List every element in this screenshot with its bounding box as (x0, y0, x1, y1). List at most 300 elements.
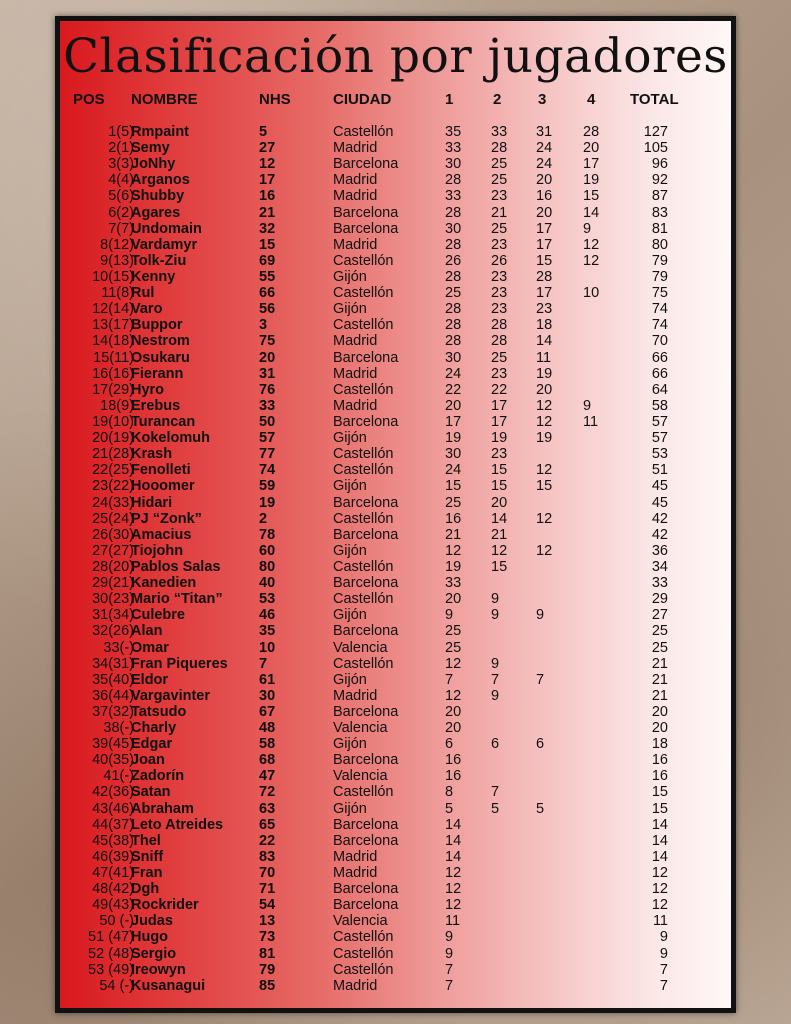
row-total: 79 (651, 252, 668, 269)
row-position: 35(40) (92, 671, 134, 688)
row-nhs: 76 (259, 381, 276, 398)
row-round-1: 16 (445, 768, 462, 785)
row-round-3: 11 (536, 349, 552, 366)
table-row (60, 527, 731, 543)
row-total: 83 (651, 204, 668, 221)
row-city: Gijón (333, 736, 367, 753)
row-total: 15 (651, 800, 668, 817)
row-round-1: 30 (445, 349, 462, 366)
row-round-3: 7 (536, 671, 545, 688)
row-round-1: 20 (445, 591, 462, 608)
page-title: Clasificación por jugadores (63, 29, 728, 84)
table-row (60, 881, 731, 897)
table-row (60, 366, 731, 382)
row-round-2: 9 (491, 607, 500, 624)
table-row (60, 205, 731, 221)
row-city: Barcelona (333, 623, 399, 640)
row-round-2: 26 (491, 252, 508, 269)
row-total: 25 (651, 639, 668, 656)
table-row (60, 301, 731, 317)
row-position: 54 (-) (99, 977, 134, 994)
row-city: Castellón (333, 462, 394, 479)
row-round-3: 19 (536, 430, 553, 447)
row-round-1: 12 (445, 655, 462, 672)
row-total: 92 (651, 172, 668, 189)
table-row (60, 140, 731, 156)
row-city: Castellón (333, 929, 394, 946)
row-nhs: 31 (259, 365, 276, 382)
row-position: 47(41) (92, 865, 134, 882)
table-row (60, 156, 731, 172)
row-city: Gijón (333, 542, 367, 559)
row-round-2: 22 (491, 381, 508, 398)
row-nhs: 22 (259, 832, 276, 849)
row-total: 79 (651, 268, 668, 285)
row-city: Madrid (333, 188, 378, 205)
row-position: 25(24) (92, 510, 134, 527)
row-player-name: Abraham (131, 800, 194, 817)
row-position: 13(17) (92, 317, 134, 334)
row-round-1: 14 (445, 848, 462, 865)
row-position: 1(5) (108, 124, 134, 140)
table-row (60, 833, 731, 849)
row-player-name: Judas (131, 913, 173, 930)
row-nhs: 47 (259, 768, 276, 785)
row-city: Barcelona (333, 575, 399, 592)
table-row (60, 865, 731, 881)
row-round-2: 25 (491, 156, 508, 173)
row-player-name: Zadorín (131, 768, 185, 785)
row-round-1: 28 (445, 236, 462, 253)
row-player-name: Vargavinter (131, 687, 210, 704)
row-total: 80 (651, 236, 668, 253)
row-total: 81 (651, 220, 668, 237)
row-nhs: 33 (259, 397, 276, 414)
table-row (60, 414, 731, 430)
row-nhs: 57 (259, 430, 276, 447)
row-nhs: 79 (259, 961, 276, 978)
row-total: 42 (651, 526, 668, 543)
row-nhs: 10 (259, 639, 276, 656)
row-player-name: Tiojohn (131, 542, 184, 559)
table-row (60, 946, 731, 962)
row-position: 36(44) (92, 687, 134, 704)
row-nhs: 53 (259, 591, 276, 608)
header-city: CIUDAD (333, 91, 392, 108)
row-city: Castellón (333, 446, 394, 463)
row-round-1: 25 (445, 494, 462, 511)
row-total: 74 (651, 301, 668, 318)
table-row (60, 478, 731, 494)
row-round-3: 12 (536, 510, 553, 527)
row-round-2: 23 (491, 365, 508, 382)
row-nhs: 74 (259, 462, 276, 479)
row-total: 105 (643, 140, 668, 157)
row-position: 45(38) (92, 832, 134, 849)
row-player-name: Varo (131, 301, 163, 318)
row-total: 70 (651, 333, 668, 350)
table-row (60, 978, 731, 994)
row-total: 51 (651, 462, 668, 479)
row-round-2: 7 (491, 671, 500, 688)
table-row (60, 575, 731, 591)
row-round-3: 23 (536, 301, 553, 318)
row-round-2: 23 (491, 301, 508, 318)
row-city: Gijón (333, 268, 367, 285)
row-round-1: 35 (445, 124, 462, 140)
row-round-2: 23 (491, 236, 508, 253)
row-player-name: Undomain (131, 220, 202, 237)
row-player-name: Ireowyn (131, 961, 186, 978)
row-city: Barcelona (333, 897, 399, 914)
row-nhs: 54 (259, 897, 276, 914)
row-round-1: 7 (445, 961, 454, 978)
row-city: Barcelona (333, 832, 399, 849)
row-player-name: Erebus (131, 397, 181, 414)
row-round-2: 15 (491, 478, 508, 495)
row-city: Valencia (333, 913, 388, 930)
row-round-1: 19 (445, 558, 462, 575)
table-row (60, 784, 731, 800)
header-pos: POS (73, 91, 105, 108)
table-row (60, 704, 731, 720)
row-round-3: 12 (536, 413, 553, 430)
row-round-1: 14 (445, 832, 462, 849)
row-city: Gijón (333, 301, 367, 318)
row-total: 66 (651, 365, 668, 382)
row-player-name: Hugo (131, 929, 169, 946)
row-round-1: 11 (445, 913, 461, 930)
row-position: 3(3) (108, 156, 134, 173)
row-nhs: 20 (259, 349, 276, 366)
row-nhs: 19 (259, 494, 276, 511)
row-round-2: 19 (491, 430, 508, 447)
row-round-2: 15 (491, 462, 508, 479)
row-round-1: 19 (445, 430, 462, 447)
row-player-name: Buppor (131, 317, 183, 334)
row-player-name: Hidari (131, 494, 173, 511)
row-player-name: Kokelomuh (131, 430, 210, 447)
row-city: Valencia (333, 639, 388, 656)
row-round-3: 12 (536, 462, 553, 479)
row-city: Madrid (333, 172, 378, 189)
row-city: Castellón (333, 655, 394, 672)
header-round-3: 3 (538, 91, 547, 108)
row-round-2: 25 (491, 220, 508, 237)
row-city: Castellón (333, 558, 394, 575)
row-total: 21 (651, 655, 668, 672)
row-total: 27 (651, 607, 668, 624)
row-player-name: Amacius (131, 526, 192, 543)
row-round-3: 20 (536, 381, 553, 398)
row-round-1: 24 (445, 462, 462, 479)
row-position: 44(37) (92, 816, 134, 833)
row-nhs: 60 (259, 542, 276, 559)
row-city: Barcelona (333, 204, 399, 221)
row-player-name: Eldor (131, 671, 169, 688)
row-round-3: 12 (536, 542, 553, 559)
row-player-name: Turancan (131, 413, 196, 430)
row-position: 38(-) (103, 720, 134, 737)
row-round-1: 30 (445, 220, 462, 237)
row-nhs: 80 (259, 558, 276, 575)
row-position: 20(19) (92, 430, 134, 447)
row-player-name: Hyro (131, 381, 165, 398)
row-total: 16 (651, 768, 668, 785)
row-total: 21 (651, 671, 668, 688)
table-header (60, 91, 731, 111)
row-round-2: 17 (491, 413, 508, 430)
row-total: 66 (651, 349, 668, 366)
row-city: Castellón (333, 381, 394, 398)
row-total: 14 (651, 832, 668, 849)
row-round-4: 12 (583, 252, 600, 269)
row-city: Castellón (333, 510, 394, 527)
row-city: Gijón (333, 671, 367, 688)
row-total: 29 (651, 591, 668, 608)
table-row (60, 817, 731, 833)
row-round-2: 23 (491, 268, 508, 285)
row-player-name: Charly (131, 720, 177, 737)
row-round-1: 25 (445, 623, 462, 640)
row-total: 42 (651, 510, 668, 527)
row-round-2: 9 (491, 687, 500, 704)
row-total: 64 (651, 381, 668, 398)
row-player-name: JoNhy (131, 156, 176, 173)
table-row (60, 929, 731, 945)
row-total: 12 (651, 881, 668, 898)
row-round-1: 12 (445, 881, 462, 898)
row-city: Gijón (333, 607, 367, 624)
row-round-1: 33 (445, 575, 462, 592)
row-position: 50 (-) (99, 913, 134, 930)
row-city: Madrid (333, 687, 378, 704)
row-player-name: Semy (131, 140, 170, 157)
row-round-3: 18 (536, 317, 553, 334)
row-player-name: Alan (131, 623, 163, 640)
row-round-4: 19 (583, 172, 600, 189)
row-city: Barcelona (333, 494, 399, 511)
row-round-3: 19 (536, 365, 553, 382)
table-row (60, 446, 731, 462)
row-total: 33 (651, 575, 668, 592)
row-round-2: 9 (491, 591, 500, 608)
row-round-4: 17 (583, 156, 600, 173)
row-player-name: Joan (131, 752, 165, 769)
table-row (60, 801, 731, 817)
row-round-1: 9 (445, 945, 454, 962)
row-total: 9 (659, 945, 668, 962)
row-position: 4(4) (108, 172, 134, 189)
row-round-1: 9 (445, 929, 454, 946)
row-round-3: 9 (536, 607, 545, 624)
row-city: Castellón (333, 317, 394, 334)
row-player-name: Arganos (131, 172, 190, 189)
row-player-name: Nestrom (131, 333, 190, 350)
row-player-name: Shubby (131, 188, 185, 205)
row-total: 45 (651, 494, 668, 511)
header-round-1: 1 (445, 91, 454, 108)
row-city: Castellón (333, 961, 394, 978)
row-position: 15(11) (93, 349, 134, 366)
row-total: 7 (659, 977, 668, 994)
row-round-1: 30 (445, 156, 462, 173)
row-position: 10(15) (92, 268, 134, 285)
row-total: 11 (652, 913, 668, 930)
header-round-4: 4 (587, 91, 596, 108)
row-nhs: 72 (259, 784, 276, 801)
row-round-1: 28 (445, 301, 462, 318)
table-row (60, 849, 731, 865)
row-nhs: 70 (259, 865, 276, 882)
row-city: Barcelona (333, 881, 399, 898)
row-round-2: 25 (491, 172, 508, 189)
standings-sheet (55, 16, 736, 1013)
row-nhs: 7 (259, 655, 268, 672)
row-round-3: 17 (536, 236, 553, 253)
row-city: Barcelona (333, 703, 399, 720)
row-round-3: 6 (536, 736, 545, 753)
row-position: 17(29) (92, 381, 134, 398)
row-round-2: 20 (491, 494, 508, 511)
row-round-3: 12 (536, 397, 553, 414)
row-nhs: 66 (259, 285, 276, 302)
row-city: Barcelona (333, 349, 399, 366)
row-round-2: 15 (491, 558, 508, 575)
row-round-4: 9 (583, 220, 592, 237)
row-city: Barcelona (333, 413, 399, 430)
row-round-2: 28 (491, 140, 508, 157)
row-round-1: 14 (445, 816, 462, 833)
row-position: 43(46) (92, 800, 134, 817)
row-position: 39(45) (92, 736, 134, 753)
row-round-1: 33 (445, 188, 462, 205)
row-total: 14 (651, 848, 668, 865)
table-row (60, 559, 731, 575)
row-nhs: 67 (259, 703, 276, 720)
row-round-3: 31 (536, 124, 553, 140)
row-round-1: 25 (445, 285, 462, 302)
row-nhs: 71 (259, 881, 276, 898)
row-total: 15 (651, 784, 668, 801)
row-position: 6(2) (108, 204, 134, 221)
row-total: 12 (651, 865, 668, 882)
row-city: Castellón (333, 591, 394, 608)
row-round-2: 28 (491, 333, 508, 350)
row-player-name: Krash (131, 446, 173, 463)
row-player-name: Culebre (131, 607, 185, 624)
table-row (60, 172, 731, 188)
row-round-2: 21 (491, 204, 508, 221)
row-total: 16 (651, 752, 668, 769)
table-row (60, 188, 731, 204)
row-round-2: 28 (491, 317, 508, 334)
row-round-2: 17 (491, 397, 508, 414)
row-nhs: 46 (259, 607, 276, 624)
row-player-name: Fierann (131, 365, 184, 382)
row-city: Madrid (333, 140, 378, 157)
row-nhs: 68 (259, 752, 276, 769)
row-round-1: 17 (445, 413, 462, 430)
row-round-3: 20 (536, 204, 553, 221)
row-position: 34(31) (92, 655, 134, 672)
row-total: 57 (651, 430, 668, 447)
table-row (60, 768, 731, 784)
row-player-name: Kusanagui (131, 977, 206, 994)
row-round-4: 10 (583, 285, 600, 302)
row-total: 96 (651, 156, 668, 173)
row-total: 21 (651, 687, 668, 704)
row-round-3: 16 (536, 188, 553, 205)
row-total: 18 (651, 736, 668, 753)
row-city: Valencia (333, 720, 388, 737)
table-row (60, 124, 731, 140)
row-round-1: 20 (445, 703, 462, 720)
row-total: 20 (651, 720, 668, 737)
row-round-1: 28 (445, 317, 462, 334)
row-city: Castellón (333, 252, 394, 269)
table-row (60, 607, 731, 623)
row-player-name: Fenolleti (131, 462, 191, 479)
row-position: 31(34) (92, 607, 134, 624)
row-position: 24(33) (92, 494, 134, 511)
table-row (60, 495, 731, 511)
row-position: 51 (47) (88, 929, 134, 946)
row-nhs: 3 (259, 317, 268, 334)
row-position: 40(35) (92, 752, 134, 769)
row-round-1: 28 (445, 172, 462, 189)
row-round-1: 16 (445, 752, 462, 769)
row-player-name: Kenny (131, 268, 176, 285)
row-position: 42(36) (92, 784, 134, 801)
table-row (60, 591, 731, 607)
row-round-1: 28 (445, 333, 462, 350)
row-round-3: 5 (536, 800, 545, 817)
row-round-2: 5 (491, 800, 500, 817)
row-total: 9 (659, 929, 668, 946)
row-city: Madrid (333, 848, 378, 865)
row-position: 27(27) (92, 542, 134, 559)
row-round-3: 24 (536, 140, 553, 157)
row-round-4: 12 (583, 236, 600, 253)
row-round-1: 6 (445, 736, 454, 753)
row-player-name: Sergio (131, 945, 177, 962)
table-row (60, 462, 731, 478)
row-player-name: Satan (131, 784, 171, 801)
row-player-name: Omar (131, 639, 169, 656)
row-round-3: 20 (536, 172, 553, 189)
row-city: Castellón (333, 285, 394, 302)
table-row (60, 672, 731, 688)
row-round-1: 12 (445, 542, 462, 559)
row-position: 5(6) (108, 188, 134, 205)
row-round-3: 14 (536, 333, 553, 350)
table-row (60, 752, 731, 768)
table-row (60, 640, 731, 656)
row-round-1: 7 (445, 977, 454, 994)
row-nhs: 81 (259, 945, 276, 962)
row-total: 127 (643, 124, 668, 140)
row-player-name: Thel (131, 832, 161, 849)
row-total: 36 (651, 542, 668, 559)
row-total: 14 (651, 816, 668, 833)
row-total: 20 (651, 703, 668, 720)
row-city: Barcelona (333, 816, 399, 833)
row-nhs: 35 (259, 623, 276, 640)
row-position: 14(18) (92, 333, 134, 350)
row-nhs: 61 (259, 671, 276, 688)
row-player-name: Rul (131, 285, 155, 302)
